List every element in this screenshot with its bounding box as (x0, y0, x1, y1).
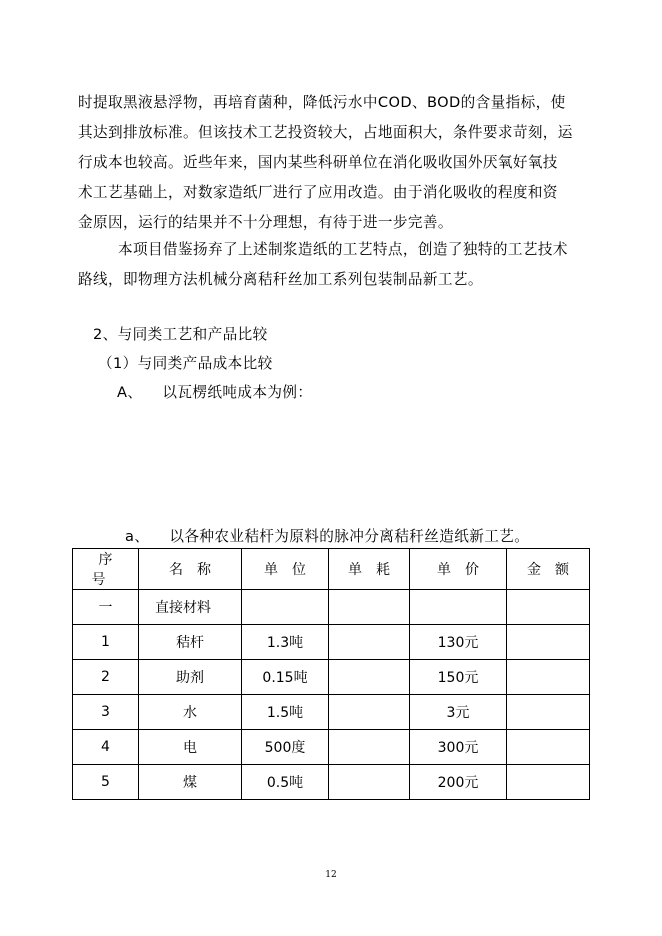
cell-unit: 0.5吨 (242, 765, 329, 800)
cell-name: 煤 (139, 765, 242, 800)
header-unit: 单位 (242, 549, 329, 590)
table-row (73, 765, 590, 800)
cost-table (72, 548, 590, 800)
cell-index: 5 (73, 765, 139, 800)
body-line-3: 行成本也较高。近些年来，国内某些科研单位在消化吸收国外厌氧好氧技 (78, 154, 558, 171)
body-line-1: 时提取黑液悬浮物，再培育菌种，降低污水中COD、BOD的含量指标，使 (78, 94, 566, 111)
table-caption (125, 525, 529, 546)
section-heading: 2、与同类工艺和产品比较 (93, 326, 268, 343)
cell-consumption (329, 660, 410, 695)
cell-name: 秸杆 (139, 625, 242, 660)
cell-amount (507, 625, 590, 660)
item-text: 以瓦楞纸吨成本为例： (162, 384, 313, 401)
cell-unit: 0.15吨 (242, 660, 329, 695)
cell-amount (507, 765, 590, 800)
body-line-7: 路线，即物理方法机械分离秸秆丝加工系列包装制品新工艺。 (78, 271, 483, 288)
cell-unit-price (410, 590, 507, 625)
body-line-2: 其达到排放标准。但该技术工艺投资较大，占地面积大，条件要求苛刻，运 (78, 124, 573, 141)
cell-unit (242, 590, 329, 625)
body-line-4: 术工艺基础上，对数家造纸厂进行了应用改造。由于消化吸收的程度和资 (78, 184, 558, 201)
section-item (117, 381, 312, 402)
cell-name: 电 (139, 730, 242, 765)
header-consumption: 单耗 (329, 549, 410, 590)
cell-unit-price: 300元 (410, 730, 507, 765)
cell-unit: 1.3吨 (242, 625, 329, 660)
cell-unit: 500度 (242, 730, 329, 765)
table-header-row (73, 549, 590, 590)
cell-consumption (329, 625, 410, 660)
section-subheading: （1）与同类产品成本比较 (98, 355, 273, 372)
cell-name: 水 (139, 695, 242, 730)
cell-amount (507, 660, 590, 695)
cell-index: 3 (73, 695, 139, 730)
header-unit-price: 单价 (410, 549, 507, 590)
cell-consumption (329, 695, 410, 730)
cell-index: 1 (73, 625, 139, 660)
body-line-5: 金原因，运行的结果并不十分理想，有待于进一步完善。 (78, 214, 453, 231)
item-marker: A、 (117, 384, 143, 401)
cell-name: 助剂 (139, 660, 242, 695)
page-number: 12 (325, 870, 337, 880)
table-row (73, 590, 590, 625)
cell-consumption (329, 765, 410, 800)
table-row (73, 625, 590, 660)
table-row (73, 730, 590, 765)
cell-unit-price: 3元 (410, 695, 507, 730)
cell-index: 4 (73, 730, 139, 765)
body-line-6: 本项目借鉴扬弃了上述制浆造纸的工艺特点，创造了独特的工艺技术 (118, 241, 568, 258)
header-index: 序号 (73, 549, 139, 590)
cell-unit: 1.5吨 (242, 695, 329, 730)
header-amount: 金额 (507, 549, 590, 590)
caption-marker: a、 (125, 528, 150, 545)
cell-unit-price: 130元 (410, 625, 507, 660)
cell-amount (507, 730, 590, 765)
cell-consumption (329, 730, 410, 765)
cell-unit-price: 150元 (410, 660, 507, 695)
cell-name: 直接材料 (139, 590, 242, 625)
cell-amount (507, 590, 590, 625)
table-row (73, 660, 590, 695)
table-row (73, 695, 590, 730)
caption-text: 以各种农业秸杆为原料的脉冲分离秸秆丝造纸新工艺。 (169, 528, 530, 545)
cell-consumption (329, 590, 410, 625)
header-name: 名称 (139, 549, 242, 590)
cell-unit-price: 200元 (410, 765, 507, 800)
cell-index: 一 (73, 590, 139, 625)
cell-index: 2 (73, 660, 139, 695)
cell-amount (507, 695, 590, 730)
